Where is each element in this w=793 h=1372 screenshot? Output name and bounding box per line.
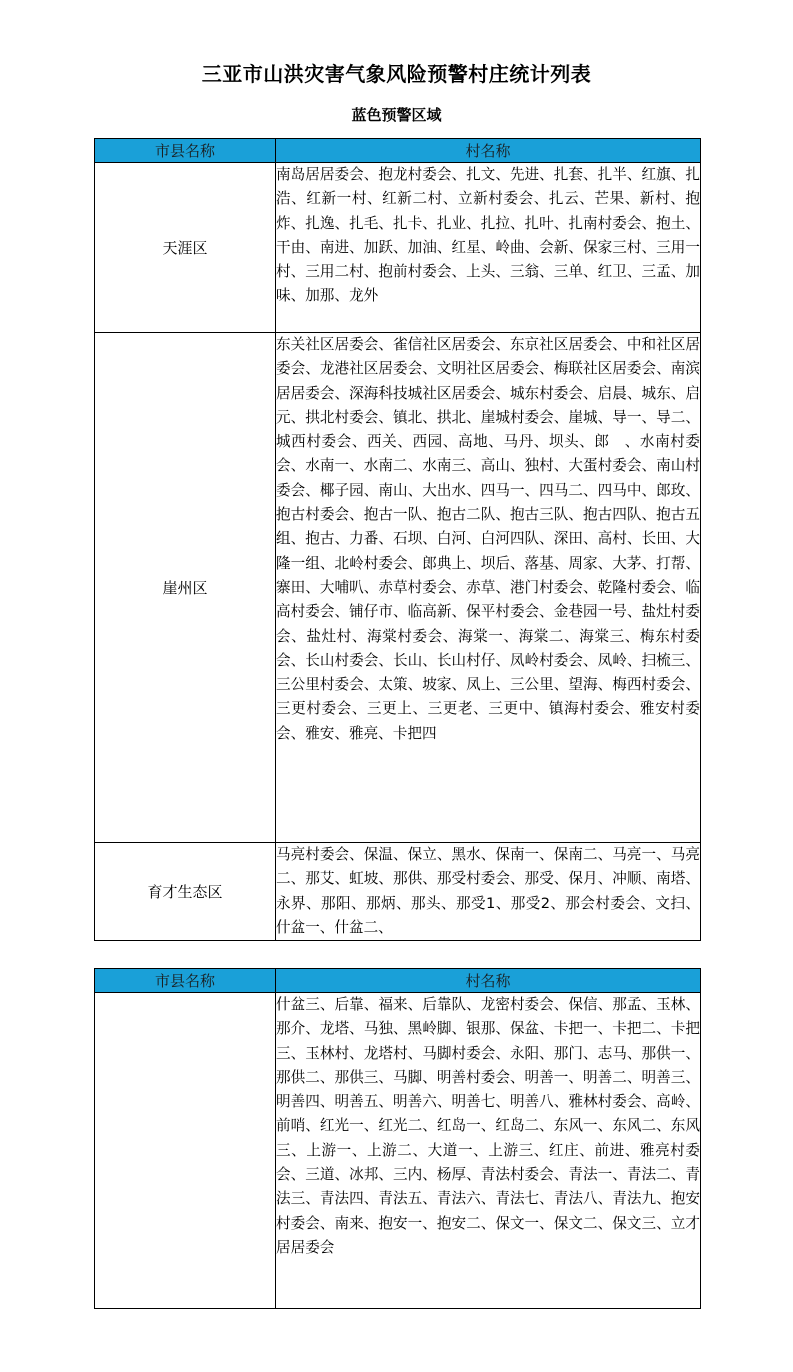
county-name: 崖州区: [95, 333, 276, 843]
village-table-2: [94, 968, 701, 1309]
county-name: [95, 993, 276, 1309]
table-row: [95, 333, 701, 843]
village-table-1: [94, 138, 701, 941]
warning-level-subtitle: 蓝色预警区域: [351, 106, 442, 124]
table-row: [95, 163, 701, 333]
table-header-row: [95, 139, 701, 163]
county-name: 天涯区: [95, 163, 276, 333]
table-header-row: [95, 969, 701, 993]
table-row: [95, 843, 701, 941]
header-village: 村名称: [276, 969, 701, 993]
document-title: 三亚市山洪灾害气象风险预警村庄统计列表: [201, 62, 592, 86]
village-list: 东关社区居委会、雀信社区居委会、东京社区居委会、中和社区居委会、龙港社区居委会、文明社区居委会、梅联社区居委会、南滨居居委会、深海科技城社区居委会、城东村委会、启晨、城东、启元、拱北村委会、镇北、拱北、崖城村委会、崖城、导一、导二、城西村委会、西关、西园、高地、马丹、坝头、郎 、水南村委会、水南一、水南二、水南三、高山、独村、大蛋村委会、南山村委会、椰子园、南山、大出水、四马一、四马二、四马中、郎玫、抱古村委会、抱古一队、抱古二队、抱古三队、抱古四队、抱古五组、抱古、力番、石坝、白河、白河四队、深田、高村、长田、大隆一组、北岭村委会、郎典上、坝后、落基、周家、大茅、打帮、寨田、大哺叭、赤草村委会、赤草、港门村委会、乾隆村委会、临高村委会、铺仔市、临高新、保平村委会、金巷园一号、盐灶村委会、盐灶村、海棠村委会、海棠一、海棠二、海棠三、梅东村委会、长山村委会、长山、长山村仔、凤岭村委会、凤岭、扫梳三、三公里村委会、太策、坡家、凤上、三公里、望海、梅西村委会、三更村委会、三更上、三更老、三更中、镇海村委会、雅安村委会、雅安、雅亮、卡把四: [276, 333, 701, 843]
table-row: [95, 993, 701, 1309]
village-list: 南岛居居委会、抱龙村委会、扎文、先进、扎套、扎半、红旗、扎浩、红新一村、红新二村、立新村委会、扎云、芒果、新村、抱炸、扎逸、扎毛、扎卡、扎业、扎拉、扎叶、扎南村委会、抱土、干由、南进、加跃、加油、红星、岭曲、会新、保家三村、三用一村、三用二村、抱前村委会、上头、三翁、三单、红卫、三孟、加味、加那、龙外: [276, 163, 701, 333]
county-name: 育才生态区: [95, 843, 276, 941]
village-list: 什盆三、后靠、福来、后靠队、龙密村委会、保信、那孟、玉林、那介、龙塔、马独、黑岭脚、银那、保盆、卡把一、卡把二、卡把三、玉林村、龙塔村、马脚村委会、永阳、那门、志马、那供一、那供二、那供三、马脚、明善村委会、明善一、明善二、明善三、明善四、明善五、明善六、明善七、明善八、雅林村委会、高岭、前哨、红光一、红光二、红岛一、红岛二、东风一、东风二、东风三、上游一、上游二、大道一、上游三、红庄、前进、雅亮村委会、三道、冰邦、三内、杨厚、青法村委会、青法一、青法二、青法三、青法四、青法五、青法六、青法七、青法八、青法九、抱安村委会、南来、抱安一、抱安二、保文一、保文二、保文三、立才居居委会: [276, 993, 701, 1309]
header-village: 村名称: [276, 139, 701, 163]
village-list: 马亮村委会、保温、保立、黑水、保南一、保南二、马亮一、马亮二、那艾、虹坡、那供、那受村委会、那受、保月、冲顺、南塔、永界、那阳、那炳、那头、那受1、那受2、那会村委会、文扫、什盆一、什盆二、: [276, 843, 701, 941]
header-county: 市县名称: [95, 969, 276, 993]
header-county: 市县名称: [95, 139, 276, 163]
